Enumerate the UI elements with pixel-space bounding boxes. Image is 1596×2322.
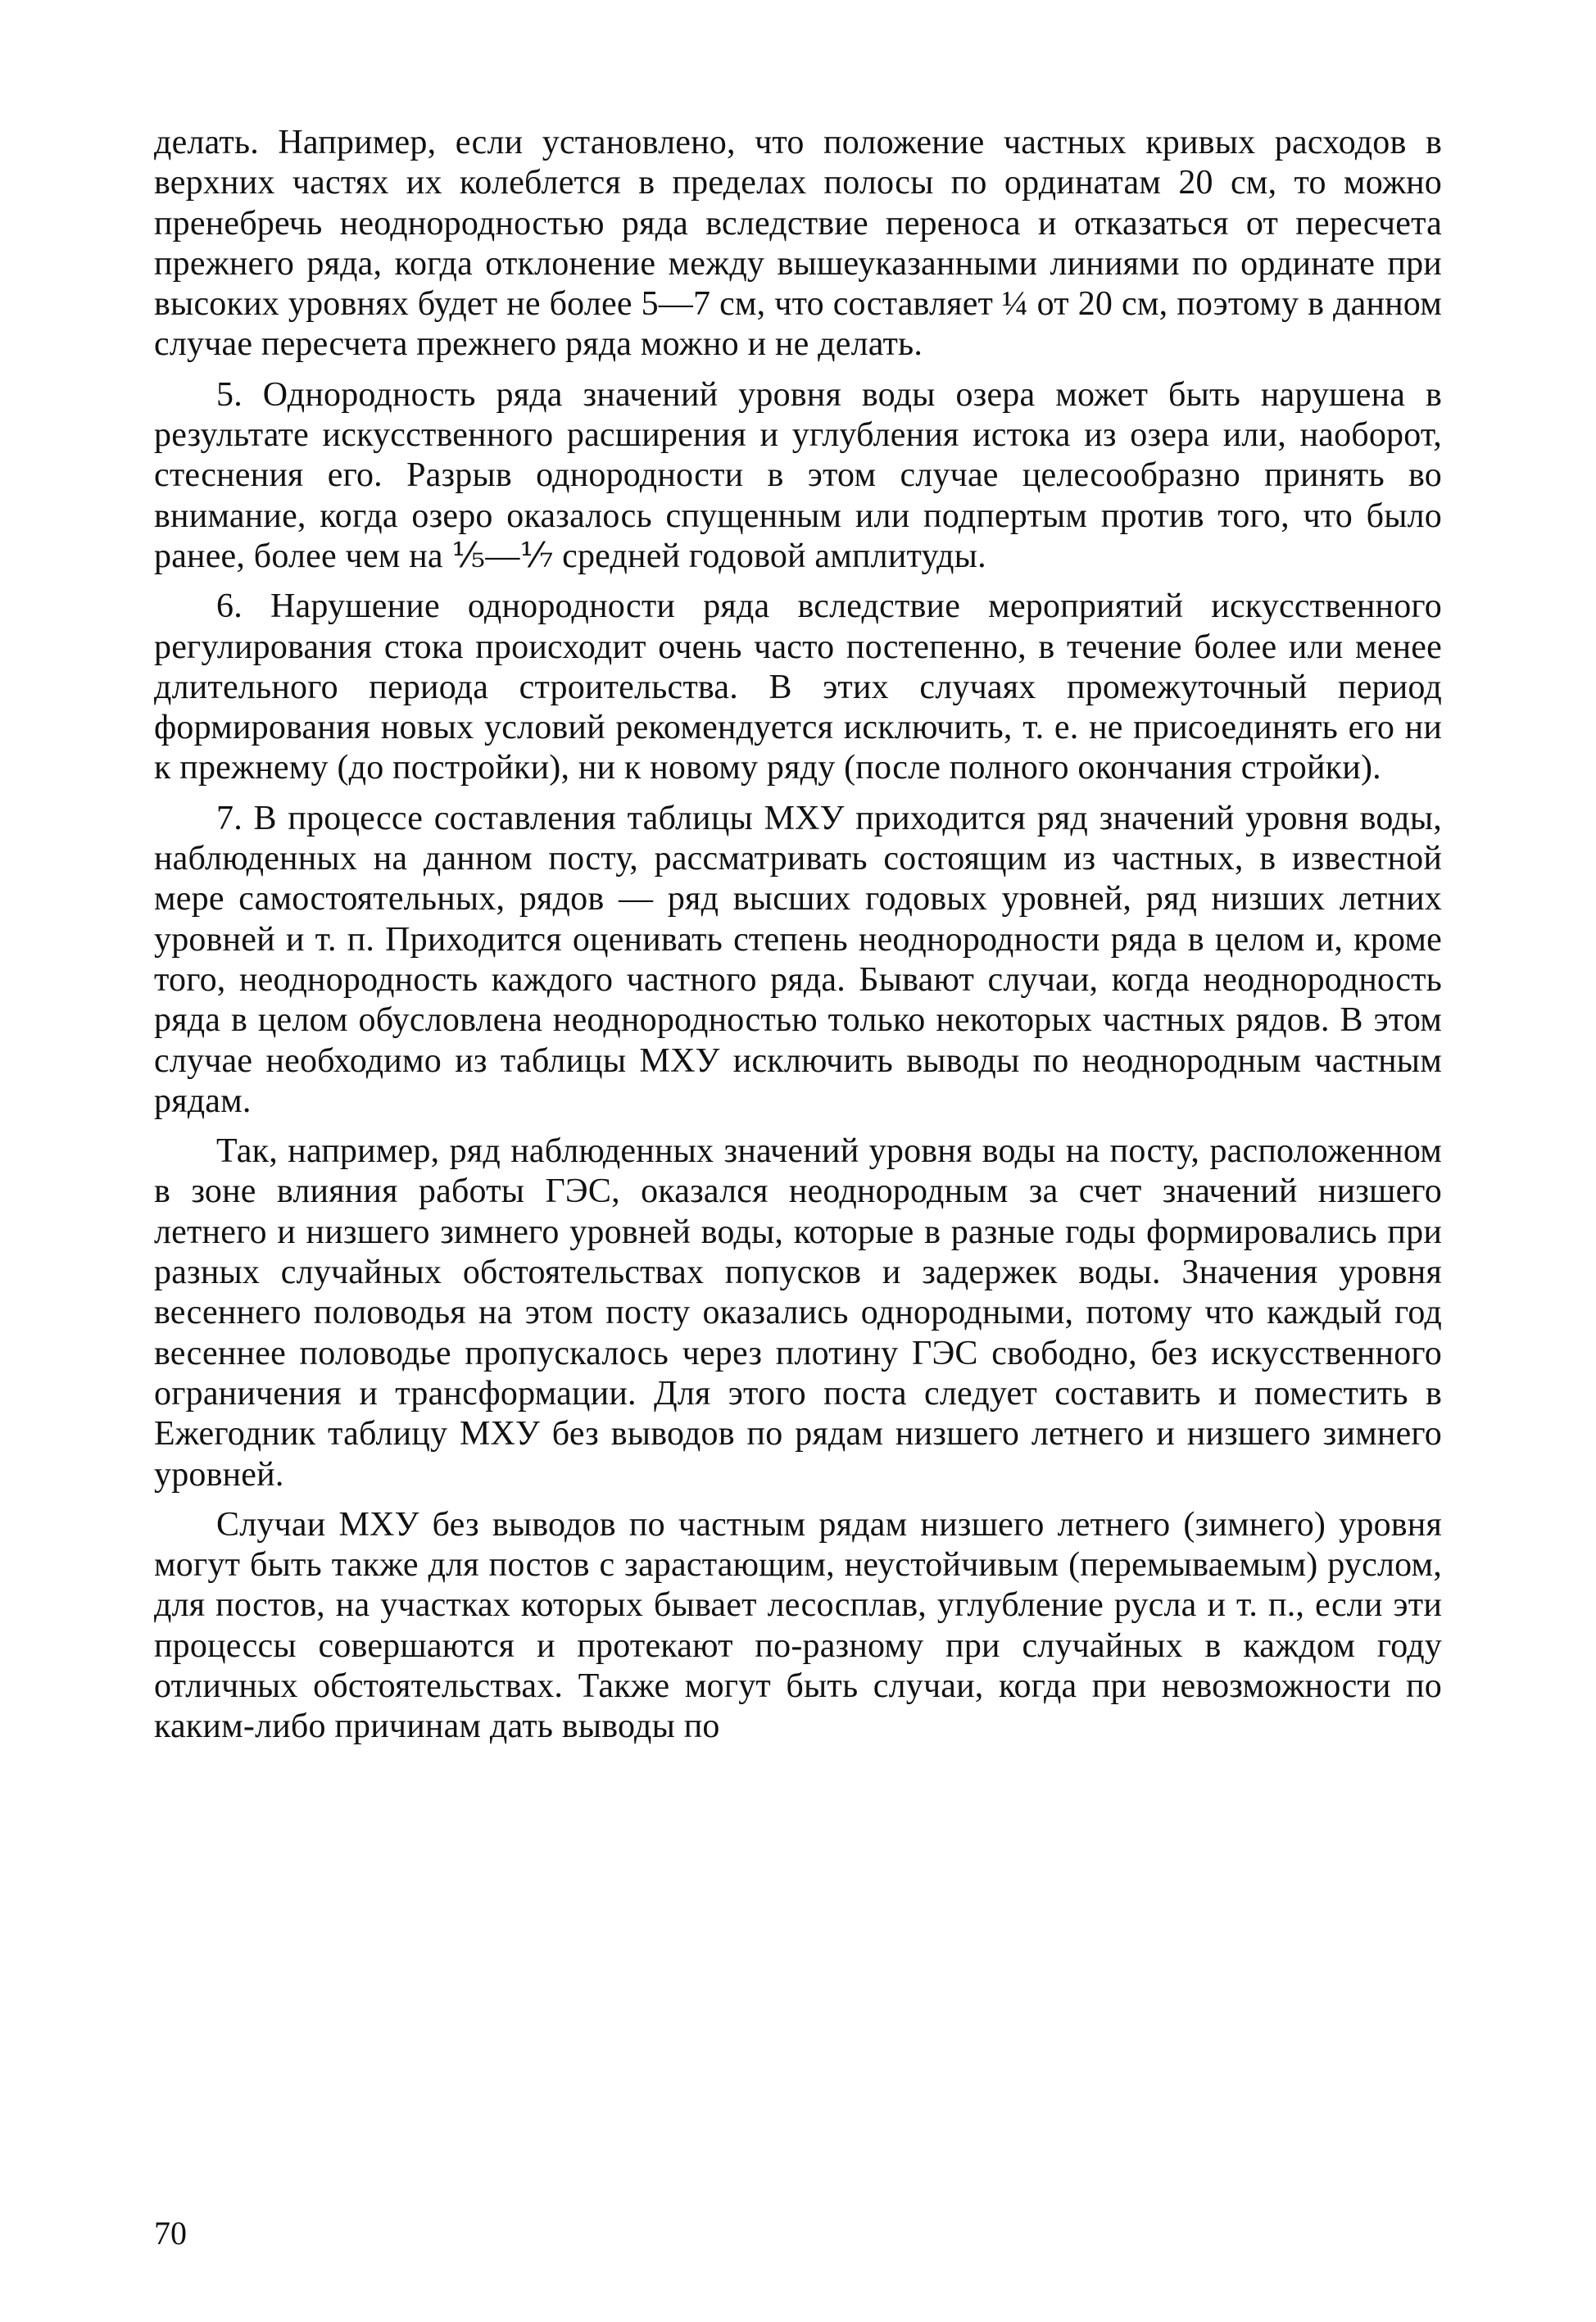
paragraph-4: 7. В процессе составления таблицы МХУ приходится ряд значений уровня воды, наблюденных на данном посту, рассматривать состоящим из частных, в известной мере самостоятельных, рядов — ряд высших годовых уровней, ряд низших летних уровней и т. п. Приходится оценивать степень неоднородности ряда в целом и, кроме того, неоднородность каждого частного ряда. Бывают случаи, когда неоднородность ряда в целом обусловлена неоднородностью только некоторых частных рядов. В этом случае необходимо из таблицы МХУ исключить выводы по неоднородным частным рядам.: [154, 799, 1442, 1120]
page-number: 70: [154, 2215, 187, 2252]
paragraph-1: делать. Например, если установлено, что положение частных кривых расходов в верхних частях их колеблется в пределах полосы по ординатам 20 см, то можно пренебречь неоднородностью ряда вследствие переноса и отказаться от пересчета прежнего ряда, когда отклонение между вышеуказанными линиями по ординате при высоких уровнях будет не более 5—7 см, что составляет ¼ от 20 см, поэтому в данном случае пересчета прежнего ряда можно и не делать.: [154, 124, 1442, 364]
paragraph-2: 5. Однородность ряда значений уровня воды озера может быть нарушена в результате искусственного расширения и углубления истока из озера или, наоборот, стеснения его. Разрыв однородности в этом случае целесообразно принять во внимание, когда озеро оказалось спущенным или подпертым против того, что было ранее, более чем на ⅕—⅐ средней годовой амплитуды.: [154, 375, 1442, 575]
page-body: [154, 123, 1442, 1748]
paragraph-3: 6. Нарушение однородности ряда вследствие мероприятий искусственного регулирования стока происходит очень часто постепенно, в течение более или менее длительного периода строительства. В этих случаях промежуточный период формирования новых условий рекомендуется исключить, т. е. не присоединять его ни к прежнему (до постройки), ни к новому ряду (после полного окончания стройки).: [154, 587, 1442, 787]
paragraph-6: Случаи МХУ без выводов по частным рядам низшего летнего (зимнего) уровня могут быть также для постов с зарастающим, неустойчивым (перемываемым) руслом, для постов, на участках которых бывает лесосплав, углубление русла и т. п., если эти процессы совершаются и протекают по-разному при случайных в каждом году отличных обстоятельствах. Также могут быть случаи, когда при невозможности по каким-либо причинам дать выводы по: [154, 1505, 1442, 1746]
paragraph-5: Так, например, ряд наблюденных значений уровня воды на посту, расположенном в зоне влияния работы ГЭС, оказался неоднородным за счет значений низшего летнего и низшего зимнего уровней воды, которые в разные годы формировались при разных случайных обстоятельствах попусков и задержек воды. Значения уровня весеннего половодья на этом посту оказались однородными, потому что каждый год весеннее половодье пропускалось через плотину ГЭС свободно, без искусственного ограничения и трансформации. Для этого поста следует составить и поместить в Ежегодник таблицу МХУ без выводов по рядам низшего летнего и низшего зимнего уровней.: [154, 1132, 1442, 1494]
